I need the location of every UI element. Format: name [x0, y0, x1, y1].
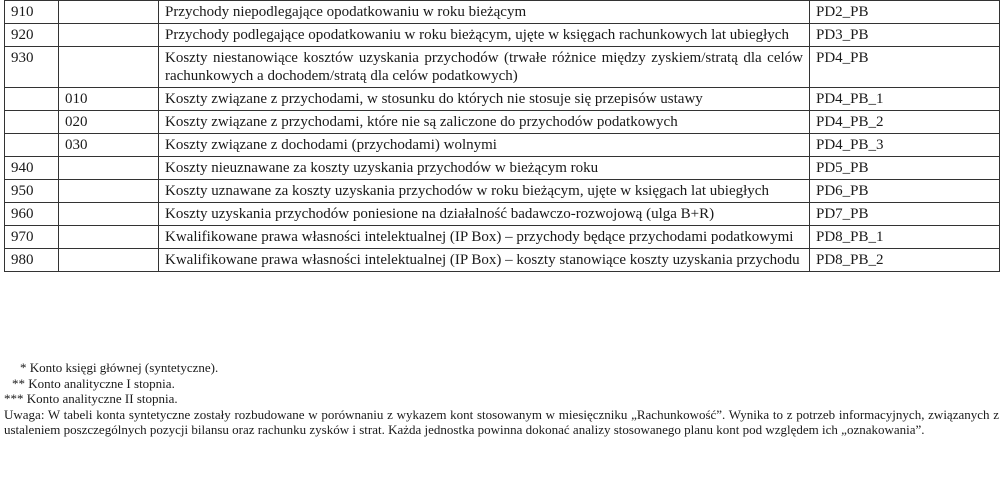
table-row — [5, 1, 1000, 24]
account-description-cell: Koszty związane z przychodami, w stosunku do których nie stosuje się przepisów ustawy — [159, 88, 810, 111]
analytic-account-cell — [59, 47, 159, 88]
synthetic-account-cell: 920 — [5, 24, 59, 47]
table-row — [5, 180, 1000, 203]
account-code-cell: PD5_PB — [810, 157, 1000, 180]
analytic-account-cell: 020 — [59, 111, 159, 134]
analytic-account-cell — [59, 180, 159, 203]
analytic-account-cell — [59, 249, 159, 272]
synthetic-account-cell: 970 — [5, 226, 59, 249]
synthetic-account-cell: 950 — [5, 180, 59, 203]
table-row — [5, 157, 1000, 180]
account-code-cell: PD4_PB — [810, 47, 1000, 88]
table-notes — [4, 360, 999, 438]
synthetic-account-cell — [5, 111, 59, 134]
account-code-cell: PD4_PB_2 — [810, 111, 1000, 134]
account-code-cell: PD6_PB — [810, 180, 1000, 203]
analytic-account-cell — [59, 226, 159, 249]
table-row — [5, 203, 1000, 226]
account-code-cell: PD8_PB_2 — [810, 249, 1000, 272]
footnote-analytic-first-level: ** Konto analityczne I stopnia. — [12, 375, 175, 391]
remark-paragraph: Uwaga: W tabeli konta syntetyczne zostały rozbudowane w porównaniu z wykazem kont stosowanym w miesięczniku „Rachunkowość”. Wynika to z potrzeb informacyjnych, związanych z ustaleniem poszczególnych pozycji bilansu oraz rachunku zysków i strat. Każda jednostka powinna dokonać analizy stosowanego planu kont pod względem ich „oznakowania”. — [4, 406, 999, 437]
synthetic-account-cell: 960 — [5, 203, 59, 226]
account-description-cell: Koszty związane z dochodami (przychodami) wolnymi — [159, 134, 810, 157]
synthetic-account-cell: 940 — [5, 157, 59, 180]
account-code-cell: PD4_PB_1 — [810, 88, 1000, 111]
account-description-cell: Przychody niepodlegające opodatkowaniu w roku bieżącym — [159, 1, 810, 24]
table-row — [5, 47, 1000, 88]
analytic-account-cell — [59, 1, 159, 24]
account-description-cell: Kwalifikowane prawa własności intelektualnej (IP Box) – koszty stanowiące koszty uzyskania przychodu — [159, 249, 810, 272]
synthetic-account-cell — [5, 88, 59, 111]
footnote-synthetic-account: * Konto księgi głównej (syntetyczne). — [20, 360, 219, 375]
account-code-cell: PD3_PB — [810, 24, 1000, 47]
synthetic-account-cell: 930 — [5, 47, 59, 88]
account-description-cell: Koszty nieuznawane za koszty uzyskania przychodów w bieżącym roku — [159, 157, 810, 180]
account-code-cell: PD4_PB_3 — [810, 134, 1000, 157]
account-code-cell: PD8_PB_1 — [810, 226, 1000, 249]
account-code-cell: PD7_PB — [810, 203, 1000, 226]
analytic-account-cell: 030 — [59, 134, 159, 157]
table-row — [5, 88, 1000, 111]
account-description-cell: Przychody podlegające opodatkowaniu w roku bieżącym, ujęte w księgach rachunkowych lat ubiegłych — [159, 24, 810, 47]
account-code-cell: PD2_PB — [810, 1, 1000, 24]
analytic-account-cell — [59, 157, 159, 180]
table-row — [5, 24, 1000, 47]
account-description-cell: Kwalifikowane prawa własności intelektualnej (IP Box) – przychody będące przychodami podatkowymi — [159, 226, 810, 249]
account-description-cell: Koszty niestanowiące kosztów uzyskania przychodów (trwałe różnice między zyskiem/stratą dla celów rachunkowych a dochodem/stratą dla celów podatkowych) — [159, 47, 810, 88]
synthetic-account-cell — [5, 134, 59, 157]
footnote-analytic-second-level: *** Konto analityczne II stopnia. — [4, 391, 178, 406]
analytic-account-cell — [59, 203, 159, 226]
account-description-cell: Koszty związane z przychodami, które nie są zaliczone do przychodów podatkowych — [159, 111, 810, 134]
chart-of-accounts-table — [4, 0, 1000, 272]
table-row — [5, 226, 1000, 249]
analytic-account-cell — [59, 24, 159, 47]
table-row — [5, 249, 1000, 272]
table-row — [5, 111, 1000, 134]
synthetic-account-cell: 980 — [5, 249, 59, 272]
analytic-account-cell: 010 — [59, 88, 159, 111]
account-description-cell: Koszty uznawane za koszty uzyskania przychodów w roku bieżącym, ujęte w księgach lat ubiegłych — [159, 180, 810, 203]
synthetic-account-cell: 910 — [5, 1, 59, 24]
account-description-cell: Koszty uzyskania przychodów poniesione na działalność badawczo-rozwojową (ulga B+R) — [159, 203, 810, 226]
table-row — [5, 134, 1000, 157]
